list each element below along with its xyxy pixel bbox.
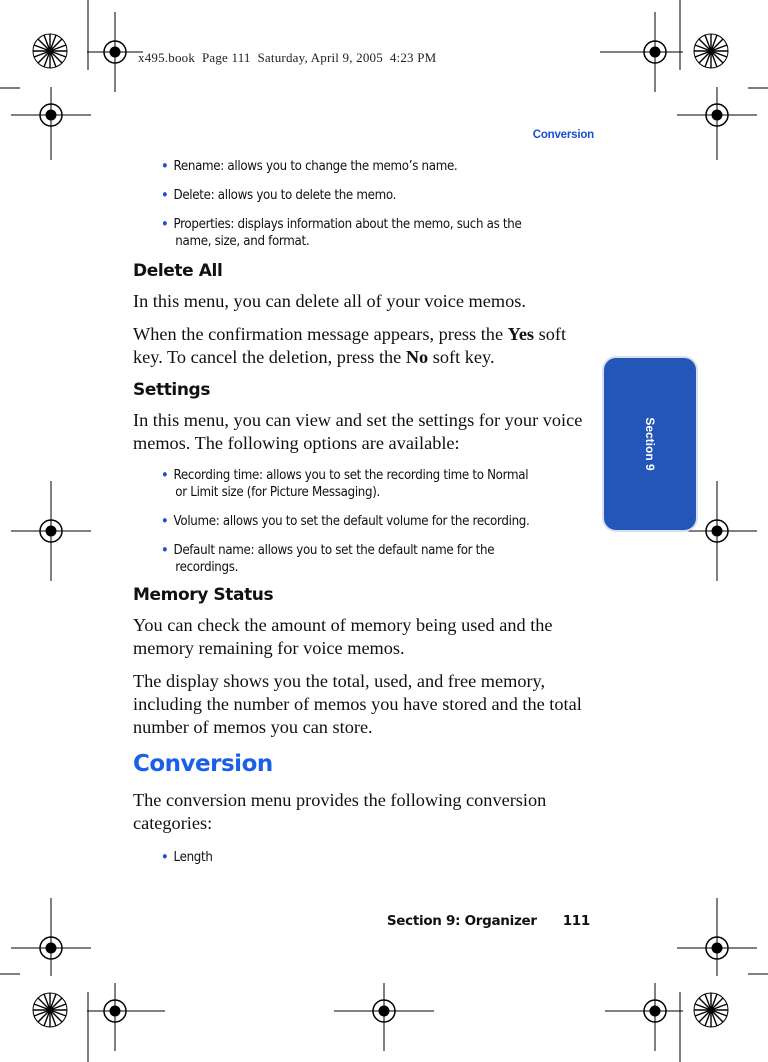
memory-status-paragraph: You can check the amount of memory being used and the memory remaining for voice memos. — [133, 615, 553, 658]
starburst-target-icon — [33, 34, 67, 68]
page-number: 111 — [562, 913, 590, 929]
bullet-icon: • — [160, 848, 169, 866]
registration-target-icon — [334, 983, 434, 1051]
registration-target-icon — [600, 12, 683, 92]
bullet-icon: • — [160, 186, 169, 204]
no-key-label: No — [405, 347, 429, 367]
list-item-text: Properties: displays information about the memo, such as the — [173, 217, 522, 232]
registration-target-icon — [677, 898, 757, 976]
list-item — [133, 216, 633, 250]
section-tab-label: Section 9 — [643, 417, 657, 471]
bullet-icon: • — [160, 157, 169, 175]
registration-target-icon — [11, 87, 91, 160]
bullet-icon: • — [160, 541, 169, 559]
list-item-text: Rename: allows you to change the memo’s name. — [173, 159, 458, 174]
memory-status-details-paragraph: The display shows you the total, used, and free memory, including the number of memos you have stored and the total number of memos you can store. — [133, 671, 582, 737]
bullet-icon: • — [160, 512, 169, 530]
list-item — [133, 158, 633, 175]
footer-section-title: Section 9: Organizer — [386, 913, 537, 929]
print-slug-header: x495.book Page 111 Saturday, April 9, 2005 4:23 PM — [138, 50, 437, 65]
list-item-text: Length — [173, 850, 213, 865]
registration-target-icon — [87, 12, 143, 92]
running-head: Conversion — [532, 129, 594, 141]
list-item-text: Delete: allows you to delete the memo. — [173, 188, 397, 203]
yes-key-label: Yes — [507, 324, 535, 344]
starburst-target-icon — [33, 993, 67, 1027]
list-item — [133, 849, 633, 866]
section-tab — [604, 358, 696, 530]
list-item-text: Default name: allows you to set the default name for the — [173, 543, 495, 558]
page-body — [133, 158, 593, 878]
list-item-text: Recording time: allows you to set the recording time to Normal — [173, 468, 529, 483]
bullet-icon: • — [160, 466, 169, 484]
registration-target-icon — [605, 983, 683, 1051]
settings-paragraph: In this menu, you can view and set the settings for your voice memos. The following options are available: — [133, 410, 583, 453]
list-item-text-continued: recordings. — [175, 560, 239, 575]
conversion-heading: Conversion — [133, 751, 273, 777]
bullet-icon: • — [160, 215, 169, 233]
delete-all-confirm-paragraph: When the confirmation message appears, press the Yes soft key. To cancel the deletion, press the No soft key. — [133, 324, 567, 367]
conversion-paragraph: The conversion menu provides the following conversion categories: — [133, 790, 547, 833]
registration-target-icon — [677, 87, 757, 160]
registration-target-icon — [87, 983, 165, 1051]
delete-all-heading: Delete All — [133, 261, 223, 281]
delete-all-paragraph: In this menu, you can delete all of your voice memos. — [133, 291, 526, 311]
registration-target-icon — [11, 481, 91, 581]
starburst-target-icon — [694, 993, 728, 1027]
list-item — [133, 187, 633, 204]
list-item-text-continued: name, size, and format. — [175, 234, 310, 249]
list-item-text: Volume: allows you to set the default volume for the recording. — [173, 514, 530, 529]
starburst-target-icon — [694, 34, 728, 68]
memory-status-heading: Memory Status — [133, 585, 274, 605]
list-item — [133, 467, 633, 501]
settings-heading: Settings — [133, 380, 211, 400]
page-footer — [387, 913, 590, 929]
list-item-text-continued: or Limit size (for Picture Messaging). — [175, 485, 381, 500]
list-item — [133, 542, 633, 576]
registration-target-icon — [11, 898, 91, 976]
list-item — [133, 513, 633, 530]
